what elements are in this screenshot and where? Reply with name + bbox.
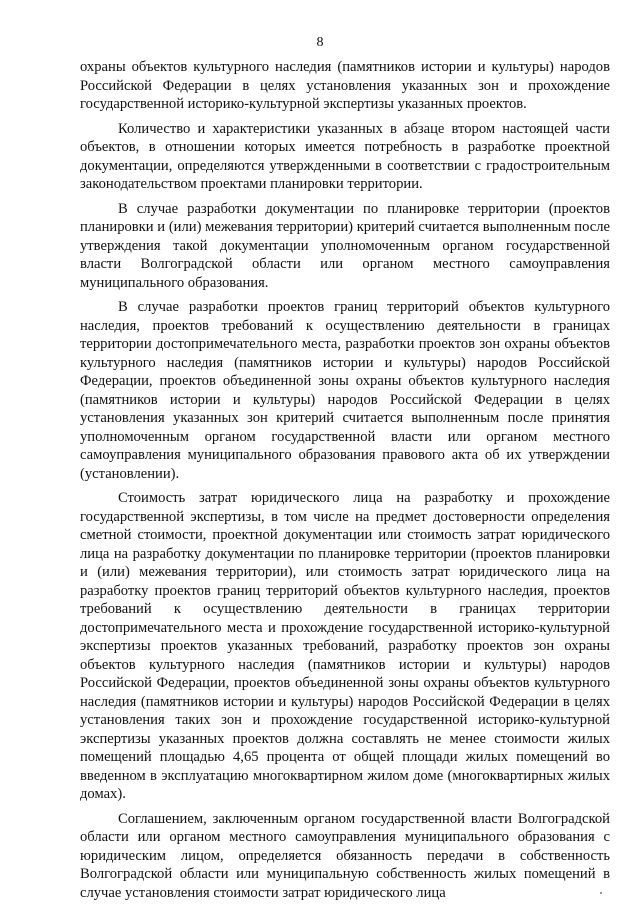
paragraph: Стоимость затрат юридического лица на разработку и прохождение государственной экспертизы, в том числе на предмет достоверности определения сметной стоимости, проектной документации или стоимость затрат юридического лица на разработку документации по планировке территории (проектов планировки и (или) межевания территории), или стоимость затрат юридического лица на разработку проектов границ территорий объектов культурного наследия, проектов требований к осуществлению деятельности в границах территории достопримечательного места и прохождение государственной историко-культурной экспертизы проектов указанных требований, разработку проектов зон охраны объектов культурного наследия (памятников истории и культуры) народов Российской Федерации, проектов объединенной зоны охраны объектов культурного наследия (памятников истории и культуры) народов Российской Федерации в целях установления таких зон и прохождение государственной историко-культурной экспертизы указанных проектов должна составлять не менее стоимости жилых помещений площадью 4,65 процента от общей площади жилых помещений во введенном в эксплуатацию многоквартирном жилом доме (многоквартирных жилых домах). (80, 490, 610, 802)
paragraph-continuation: охраны объектов культурного наследия (памятников истории и культуры) народов Российской Федерации в целях установления указанных зон и прохождение государственной историко-культурной экспертизы указанных проектов. (80, 59, 610, 112)
paragraph: Соглашением, заключенным органом государственной власти Волгоградской области или органом местного самоуправления муниципального образования с юридическим лицом, определяется обязанность передачи в собственность Волгоградской области или муниципальную собственность жилых помещений в случае установления стоимости затрат юридического лица (80, 810, 610, 901)
document-body (80, 58, 610, 902)
paragraph: Количество и характеристики указанных в абзаце втором настоящей части объектов, в отношении которых имеется потребность в разработке проектной документации, определяются утвержденными в соответствии с градостроительным законодательством проектами планировки территории. (80, 120, 610, 192)
paragraph: В случае разработки проектов границ территорий объектов культурного наследия, проектов требований к осуществлению деятельности в границах территории достопримечательного места, разработки проектов зон охраны объектов культурного наследия (памятников истории и культуры) народов Российской Федерации, проектов объединенной зоны охраны объектов культурного наследия (памятников истории и культуры) народов Российской Федерации в целях установления указанных зон критерий считается выполненным после принятия уполномоченным органом государственной власти или органом местного самоуправления муниципального образования правового акта об их утверждении (установлении). (80, 299, 610, 482)
page-number: 8 (316, 35, 324, 50)
paragraph: В случае разработки документации по планировке территории (проектов планировки и (или) межевания территории) критерий считается выполненным после утверждения такой документации уполномоченным органом государственной власти Волгоградской области или органом местного самоуправления муниципального образования. (80, 200, 610, 291)
scan-artifact (600, 892, 602, 894)
